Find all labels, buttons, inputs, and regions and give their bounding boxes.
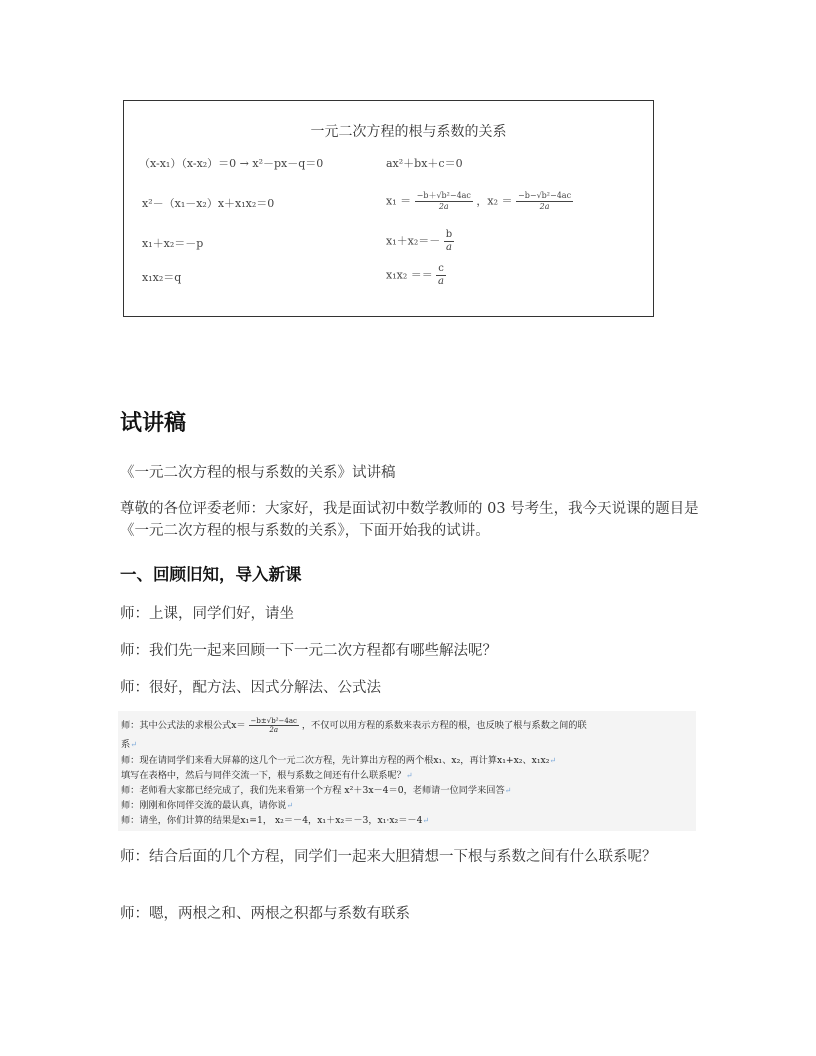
- formula-x1-fraction: [415, 191, 473, 212]
- return-mark: ↵: [504, 786, 512, 795]
- formula-sum-fraction: [444, 229, 454, 254]
- shot-line-4-text: 填写在表格中，然后与同伴交流一下，根与系数之间还有什么联系呢？: [121, 770, 406, 781]
- shot-line-4: [121, 769, 413, 782]
- heading-review: 一、回顾旧知，导入新课: [120, 565, 302, 584]
- return-mark: ↵: [286, 801, 294, 810]
- embedded-text-screenshot: [118, 711, 696, 831]
- paragraph-4: 师：结合后面的几个方程，同学们一起来大胆猜想一下根与系数之间有什么联系呢？: [120, 849, 657, 865]
- return-mark: ↵: [549, 756, 557, 765]
- formula-box: [123, 100, 654, 317]
- paragraph-1: 师：上课，同学们好，请坐: [120, 606, 294, 622]
- formula-product-denominator: a: [438, 276, 445, 287]
- formula-sum-numerator: b: [445, 229, 453, 240]
- formula-product-label: x₁x₂ ＝＝: [386, 268, 433, 282]
- formula-left-3: x₁＋x₂＝－p: [142, 237, 204, 250]
- formula-right-3: [386, 229, 454, 254]
- shot-line-3: [121, 754, 556, 767]
- shot-line-3-text: 师：现在请同学们来看大屏幕的这几个一元二次方程，先计算出方程的两个根x₁、x₂，再计算x₁+x₂、x₁x₂: [121, 755, 550, 766]
- shot-line-5-text: 师：老师看大家都已经完成了，我们先来看第一个方程 x²＋3x－4＝0，老师请一位同学来回答: [121, 785, 505, 796]
- return-mark: ↵: [422, 816, 430, 825]
- formula-x1-denominator: 2a: [438, 202, 449, 211]
- shot-formula-fraction: [249, 717, 299, 734]
- formula-right-1: ax²＋bx＋c＝0: [386, 157, 463, 170]
- formula-left-1: （x-x₁）（x-x₂）＝0 → x²－px－q＝0: [139, 157, 324, 170]
- shot-line-5: [121, 784, 511, 797]
- shot-line-2: [121, 738, 137, 751]
- return-mark: ↵: [405, 771, 413, 780]
- formula-right-2: [386, 191, 573, 212]
- formula-product-numerator: c: [438, 263, 444, 274]
- formula-left-2: x²－（x₁－x₂）x＋x₁x₂＝0: [142, 197, 275, 210]
- shot-line-1-end: ，不仅可以用方程的系数来表示方程的根，也反映了根与系数之间的联: [301, 720, 587, 731]
- formula-right-4: [386, 263, 446, 288]
- formula-box-title: 一元二次方程的根与系数的关系: [310, 124, 507, 140]
- shot-line-7-text: 师：请坐，你们计算的结果是x₁=1， x₂＝－4，x₁＋x₂＝－3，x₁·x₂＝－4: [121, 815, 423, 826]
- formula-x2-denominator: 2a: [539, 202, 550, 211]
- shot-line-1: [121, 717, 587, 734]
- formula-x2-numerator: −b−√b²−4ac: [518, 191, 572, 200]
- subtitle-paragraph: 《一元二次方程的根与系数的关系》试讲稿: [120, 465, 396, 481]
- formula-x2-label: ，x₂ ＝: [476, 194, 513, 208]
- intro-paragraph: 尊敬的各位评委老师：大家好，我是面试初中数学教师的 03 号考生，我今天说课的题目是《一元二次方程的根与系数的关系》，下面开始我的试讲。: [120, 501, 699, 539]
- formula-x2-fraction: [516, 191, 573, 212]
- formula-x1-label: x₁ ＝: [386, 194, 412, 208]
- paragraph-2: 师：我们先一起来回顾一下一元二次方程都有哪些解法呢？: [120, 643, 497, 659]
- paragraph-3: 师：很好，配方法、因式分解法、公式法: [120, 680, 381, 696]
- return-mark: ↵: [130, 740, 137, 749]
- formula-sum-label: x₁＋x₂＝－: [386, 234, 441, 248]
- shot-line-2-text: 系: [121, 739, 131, 750]
- paragraph-5: 师：嗯，两根之和、两根之积都与系数有联系: [120, 906, 410, 922]
- shot-formula-denominator: 2a: [269, 726, 279, 734]
- formula-sum-denominator: a: [445, 242, 452, 253]
- formula-left-4: x₁x₂＝q: [142, 271, 182, 284]
- shot-line-7: [121, 814, 429, 827]
- shot-formula-numerator: −b±√b²−4ac: [250, 717, 297, 725]
- formula-product-fraction: [436, 263, 446, 288]
- shot-line-6: [121, 799, 293, 812]
- formula-x1-numerator: −b＋√b²−4ac: [416, 191, 471, 200]
- shot-line-6-text: 师：刚刚和你同伴交流的最认真，请你说: [121, 800, 287, 811]
- section-title: 试讲稿: [120, 411, 187, 436]
- shot-line-1-start: 师：其中公式法的求根公式x＝: [121, 720, 246, 731]
